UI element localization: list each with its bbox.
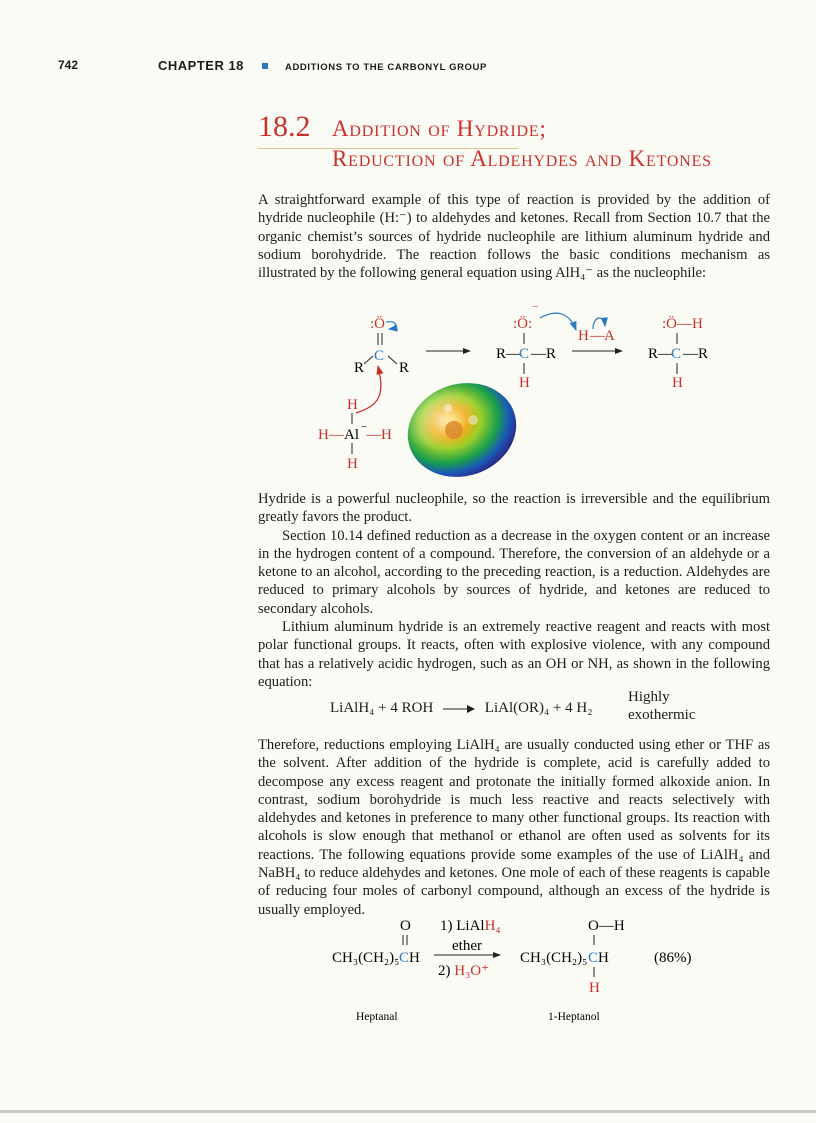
section-title-line-1: Addition of Hydride; xyxy=(332,116,547,141)
carbonyl-curved-arrow xyxy=(386,322,395,329)
equation-lhs: LiAlH₄ + 4 ROH xyxy=(330,700,434,716)
chapter-label: CHAPTER 18 xyxy=(158,58,244,73)
intro-text: A straightforward example of this type of reaction is provided by the addition of hydride nucleophile (H:⁻) to aldehydes and ketones. Recall from Section 10.7 that the organic chemist’s sources of hydride nucleophile are lithium aluminum hydride and sodium borohydride. The reaction follows the basic conditions mechanism as illustrated by the following general equation using AlH₄⁻ as the nucleophile: xyxy=(258,192,770,282)
equation-note-highly: Highly xyxy=(628,689,670,705)
heptanol-added-h: H xyxy=(589,980,600,996)
hydride-top-h: H xyxy=(347,397,358,413)
equation-rhs: LiAl(OR)₄ + 4 H₂ xyxy=(484,700,593,716)
heptanal-reduction-scheme xyxy=(320,912,720,1027)
carbonyl-r-right: R xyxy=(399,360,410,376)
alcohol-carbon: C xyxy=(671,346,682,362)
alcohol-left: R— xyxy=(648,346,674,362)
acid-a: A xyxy=(604,328,615,344)
carbonyl-r-bond-left xyxy=(364,356,373,364)
alkoxide-oxygen: :Ö: xyxy=(513,316,533,332)
paragraph-reduction-definition: Section 10.14 defined reduction as a decrease in the oxygen content or an increase in the hydrogen content of a compound. Therefore, the conversion of an aldehyde or a ketone to an alcohol, according to the preceding reaction, is a reduction. Aldehydes are reduced to primary alcohols by sources of hydride, and ketones are reduced to secondary alcohols. xyxy=(258,527,770,617)
alcohol-oxygen: :Ö—H xyxy=(662,316,703,332)
equation-note-exothermic: exothermic xyxy=(628,707,696,723)
alkoxide-charge: − xyxy=(532,301,539,313)
carbonyl-r-left: R xyxy=(354,360,365,376)
heptanol-label: 1-Heptanol xyxy=(548,1011,600,1023)
equation-arrow-icon xyxy=(441,704,477,714)
hydride-right-h: —H xyxy=(366,427,392,443)
page-number: 742 xyxy=(58,58,79,72)
hydride-bottom-h: H xyxy=(347,456,358,472)
chapter-title: ADDITIONS TO THE CARBONYL GROUP xyxy=(285,62,487,73)
body-paragraphs xyxy=(258,490,770,691)
hydride-addition-mechanism xyxy=(300,300,730,490)
heptanal-oxygen: O xyxy=(400,918,411,934)
hydride-aluminum: Al xyxy=(344,427,359,443)
carbonyl-oxygen: :Ö xyxy=(370,316,385,332)
section-number: 18.2 xyxy=(258,110,311,143)
hydride-charge: − xyxy=(361,421,368,433)
carbonyl-r-bond-right xyxy=(388,356,397,364)
final-paragraph xyxy=(258,736,770,919)
paragraph-hydride-nucleophile: Hydride is a powerful nucleophile, so the reaction is irreversible and the equilibrium greatly favors the product. xyxy=(258,491,770,526)
heptanol-h: H xyxy=(598,950,609,966)
acid-h: H xyxy=(578,328,589,344)
alcohol-right: —R xyxy=(683,346,709,362)
section-title-line-2: Reduction of Aldehydes and Ketones xyxy=(332,146,712,171)
heptanal-carbon: C xyxy=(399,950,410,966)
bottom-rule xyxy=(0,1110,816,1113)
heptanol-carbon: C xyxy=(588,950,599,966)
chapter-bullet-icon xyxy=(262,63,268,69)
alkoxide-h: H xyxy=(519,375,530,391)
heptanol-hydroxyl: O—H xyxy=(588,918,625,934)
paragraph-reduction-conditions: Therefore, reductions employing LiAlH₄ are usually conducted using ether or THF as the solvent. After addition of the hydride is complete, acid is carefully added to decompose any excess reagent and protonate the initially formed alkoxide anion. In contrast, sodium borohydride is much less reactive and reacts selectively with aldehydes and ketones in preference to many other functional groups. Its reaction with alcohols is slow enough that methanol or ethanol are often used as solvents for its reactions. The following equations provide some examples of the use of LiAlH₄ and NaBH₄ to reduce aldehydes and ketones. One mole of each of these reagents is capable of reducing four moles of carbonyl compound, although an excess of the hydride is usually employed. xyxy=(258,737,770,918)
reagent-solvent: ether xyxy=(452,938,482,954)
reaction-yield: (86%) xyxy=(654,950,692,966)
heptanal-chain: CH₃(CH₂)₅ xyxy=(332,950,400,966)
intro-paragraph xyxy=(258,191,770,282)
carbonyl-carbon: C xyxy=(374,348,385,364)
heptanal-label: Heptanal xyxy=(356,1011,398,1023)
reagent-step-1: 1) LiAlH₄ xyxy=(440,918,501,934)
paragraph-lialh4-reactivity: Lithium aluminum hydride is an extremely reactive reagent and reacts with most polar functional groups. It reacts, often with explosive violence, with any compound that has a relatively acidic hydrogen, such as an OH or NH, as shown in the following equation: xyxy=(258,619,770,690)
electrostatic-potential-model xyxy=(395,369,528,490)
hydride-left-h: H— xyxy=(318,427,344,443)
alkoxide-right: —R xyxy=(531,346,557,362)
alkoxide-curved-arrow xyxy=(540,313,576,330)
lialh4-roh-equation xyxy=(330,700,592,717)
alkoxide-left: R— xyxy=(496,346,522,362)
alcohol-h: H xyxy=(672,375,683,391)
heptanol-chain: CH₃(CH₂)₅ xyxy=(520,950,588,966)
reagent-step-2: 2) H₃O⁺ xyxy=(438,963,490,979)
alkoxide-carbon: C xyxy=(519,346,530,362)
heptanal-h: H xyxy=(409,950,420,966)
acid-bond: — xyxy=(590,328,605,344)
